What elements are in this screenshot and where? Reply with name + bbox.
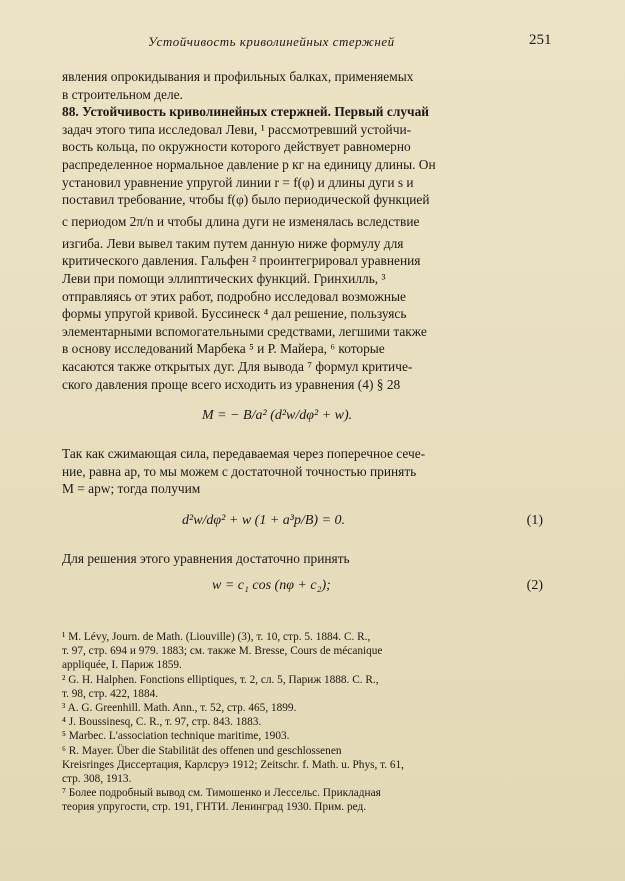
formula-text: w = c₁ cos (nφ + c₂);: [212, 578, 331, 594]
text-line: отправляясь от этих работ, подробно исследовал возможные: [62, 288, 406, 304]
footnote-line: Kreisringes Диссертация, Карлсруэ 1912; Zeitschr. f. Math. u. Phys, т. 61,: [62, 758, 405, 771]
text-line: формы упругой кривой. Буссинеск ⁴ дал решение, пользуясь: [62, 306, 407, 322]
text-line: ского давления проще всего исходить из уравнения (4) § 28: [62, 376, 401, 392]
footnote-line: ⁴ J. Boussinesq, C. R., т. 97, стр. 843. 1883.: [62, 716, 262, 729]
formula-1: [62, 502, 559, 546]
text-line: с периодом 2π/n и чтобы длина дуги не изменялась вследствие: [62, 213, 420, 229]
footnotes: [62, 630, 562, 815]
text-line: в основу исследований Марбека ⁵ и Р. Майера, ⁶ которые: [62, 341, 385, 357]
text-line: Леви при помощи эллиптических функций. Гринхилль, ³: [62, 270, 386, 286]
text-line: распределенное нормальное давление p кг на единицу длины. Он: [62, 156, 436, 172]
footnote-line: теория упругости, стр. 191, ГНТИ. Ленинград 1930. Прим. ред.: [62, 801, 367, 814]
footnote-line: стр. 308, 1913.: [62, 773, 132, 786]
text-line: касаются также открытых дуг. Для вывода ⁷ формул критиче-: [62, 358, 413, 374]
text-line: ние, равна ap, то мы можем с достаточной точностью принять: [62, 463, 417, 479]
footnote-line: т. 98, стр. 422, 1884.: [62, 687, 159, 700]
page-number: 251: [529, 32, 552, 48]
text-line: Так как сжимающая сила, передаваемая через поперечное сече-: [62, 446, 426, 462]
formula-moment: [62, 397, 559, 441]
footnote-line: ⁷ Более подробный вывод см. Тимошенко и Лессельс. Прикладная: [62, 787, 381, 800]
page-header: [0, 34, 625, 56]
text-line: установил уравнение упругой линии r = f(φ) и длины дуги s и: [62, 174, 414, 190]
text-line: элементарными вспомогательными средствами, легшими также: [62, 323, 427, 339]
formula-2: [62, 571, 559, 605]
text-line: задач этого типа исследовал Леви, ¹ рассмотревший устойчи-: [62, 121, 412, 137]
footnote-line: ² G. H. Halphen. Fonctions elliptiques, т. 2, сл. 5, Париж 1888. C. R.,: [62, 673, 379, 686]
footnote-line: т. 97, стр. 694 и 979. 1883; см. также M. Bresse, Cours de mécanique: [62, 645, 383, 658]
footnote-line: ⁶ R. Mayer. Über die Stabilität des offenen und geschlossenen: [62, 744, 342, 757]
footnote-line: ⁵ Marbec. L'association technique maritime, 1903.: [62, 730, 290, 743]
formula-text: M = − B/a² (d²w/dφ² + w).: [202, 408, 353, 424]
text-line: M = apw; тогда получим: [62, 481, 201, 497]
equation-number: (2): [526, 578, 543, 594]
footnote-line: ¹ M. Lévy, Journ. de Math. (Liouville) (3), т. 10, стр. 5. 1884. C. R.,: [62, 631, 371, 643]
section-heading-line: 88. Устойчивость криволинейных стержней. Первый случай: [62, 104, 429, 120]
text-line: поставил требование, чтобы f(φ) было периодической функцией: [62, 192, 430, 208]
text-line: изгиба. Леви вывел таким путем данную ниже формулу для: [62, 235, 404, 251]
text-line: Для решения этого уравнения достаточно принять: [62, 550, 350, 566]
footnote-line: ³ A. G. Greenhill. Math. Ann., т. 52, стр. 465, 1899.: [62, 702, 297, 715]
text-line: в строительном деле.: [62, 86, 183, 102]
text-line: критического давления. Гальфен ² проинтегрировал уравнения: [62, 253, 421, 269]
main-text: [62, 68, 559, 609]
equation-number: (1): [526, 512, 543, 528]
text-line: вость кольца, по окружности которого действует равномерно: [62, 139, 411, 155]
text-line: явления опрокидывания и профильных балках, применяемых: [62, 69, 414, 84]
running-title: Устойчивость криволинейных стержней: [148, 34, 395, 49]
footnote-line: appliquée, I. Париж 1859.: [62, 659, 182, 672]
formula-text: d²w/dφ² + w (1 + a³p/B) = 0.: [182, 512, 346, 528]
